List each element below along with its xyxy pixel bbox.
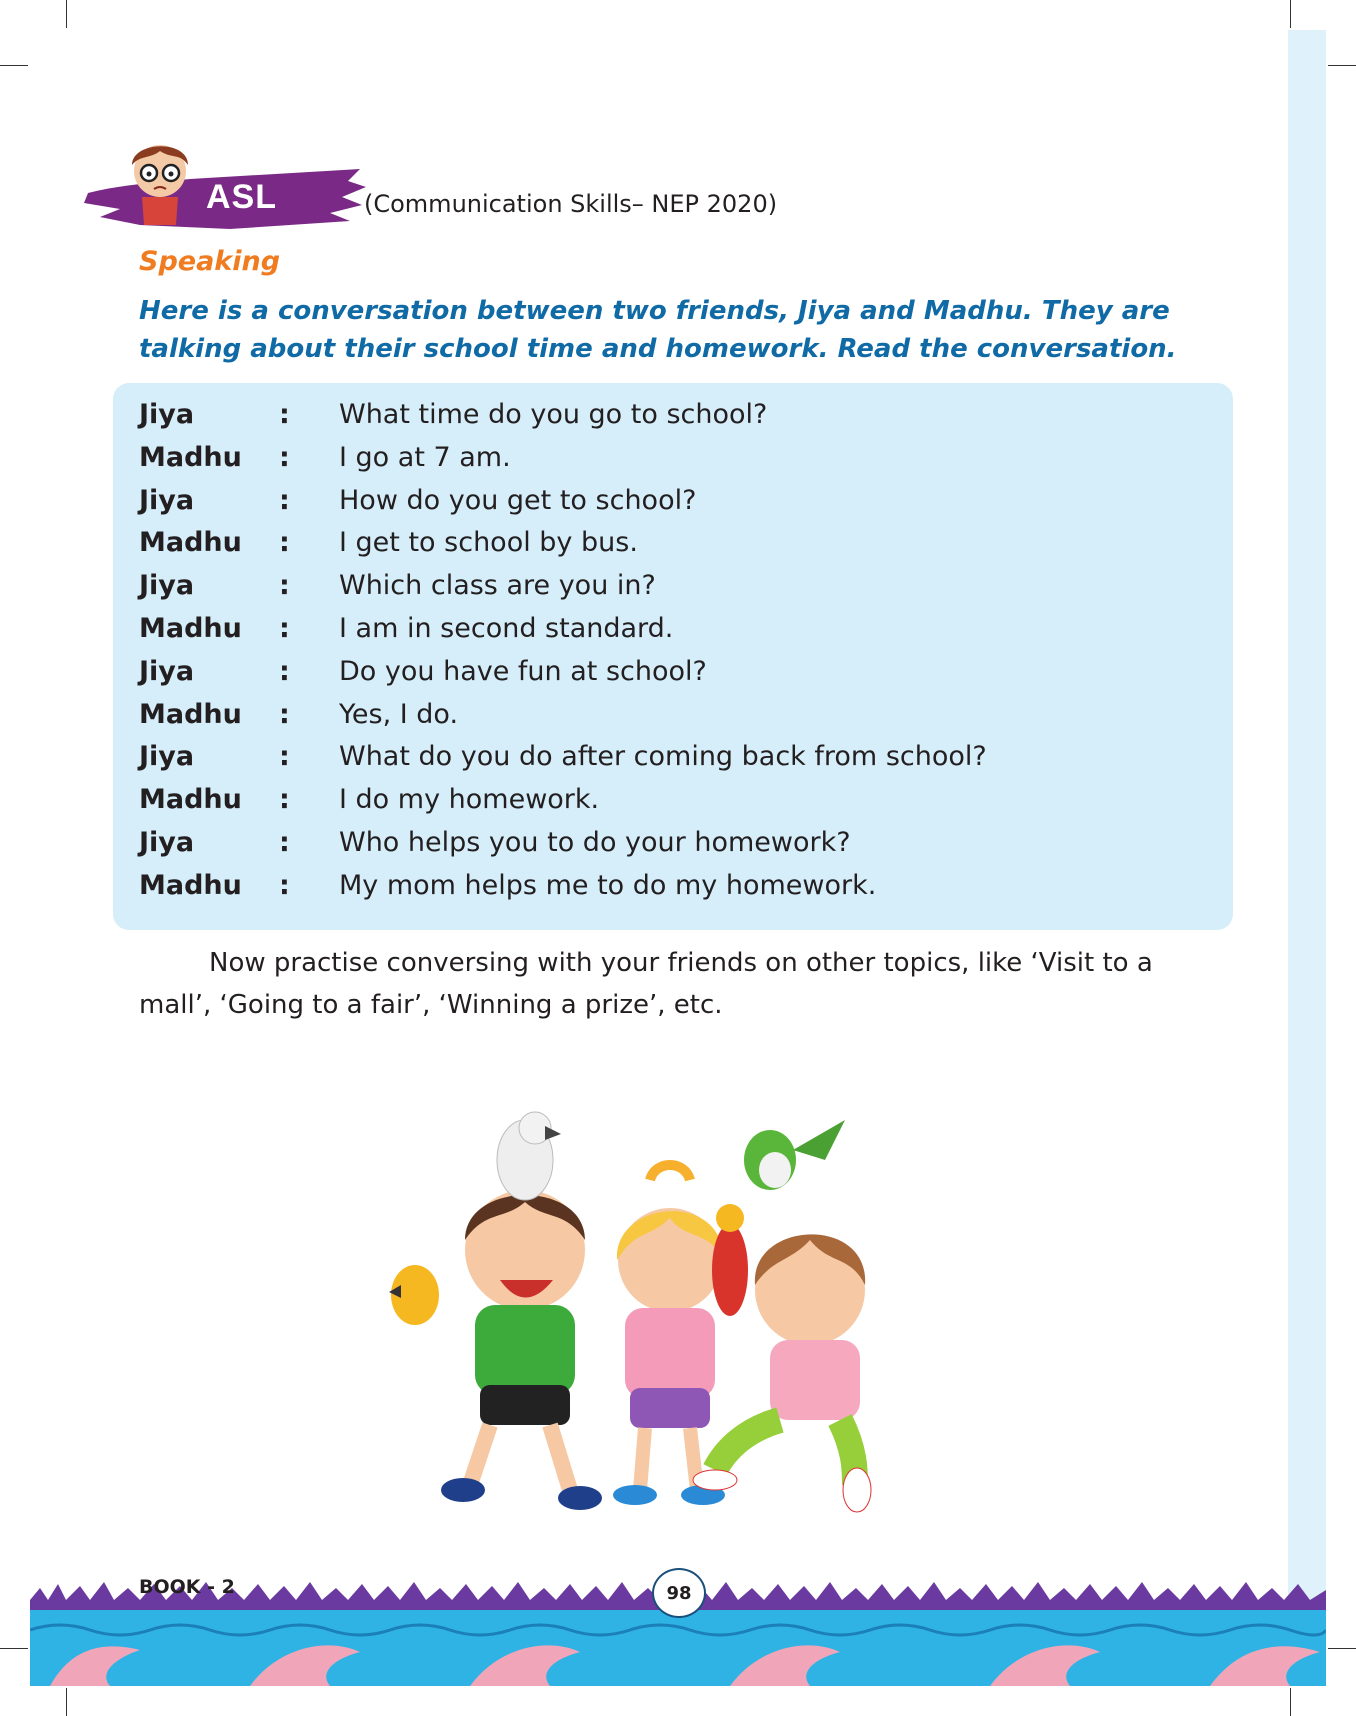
crop-mark xyxy=(0,1648,28,1649)
dialogue-row xyxy=(139,652,1219,695)
colon: : xyxy=(279,399,290,430)
crop-mark xyxy=(1290,1688,1291,1716)
dialogue-line: Do you have fun at school? xyxy=(339,655,707,687)
kids-with-parrots-illustration xyxy=(385,1090,985,1530)
colon: : xyxy=(279,484,290,516)
practice-paragraph: Now practise conversing with your friends on other topics, like ‘Visit to a mall’, ‘Going to a fair’, ‘Winning a prize’, etc. xyxy=(139,948,1153,1020)
colon: : xyxy=(279,612,290,644)
crop-mark xyxy=(66,1688,67,1716)
dialogue-row xyxy=(139,780,1219,823)
white-parrot-icon xyxy=(497,1112,561,1200)
dialogue-line: What do you do after coming back from school? xyxy=(339,741,987,773)
colon: : xyxy=(279,869,290,901)
asl-badge-label: ASL xyxy=(206,178,277,216)
dialogue-row xyxy=(139,481,1219,524)
speaker-name: Madhu xyxy=(139,612,242,644)
page-number-text: 98 xyxy=(666,1582,692,1604)
crop-mark xyxy=(1328,65,1356,66)
crop-mark xyxy=(1290,0,1291,28)
dialogue-line: How do you get to school? xyxy=(339,484,697,516)
speaker-name: Jiya xyxy=(139,655,195,687)
speaker-name: Madhu xyxy=(139,869,242,901)
speaker-name: Jiya xyxy=(139,484,195,516)
dialogue-row xyxy=(139,438,1219,481)
colon: : xyxy=(279,570,290,602)
book-label: BOOK - 2 xyxy=(139,1576,235,1598)
boy-figure xyxy=(441,1190,602,1510)
dialogue-line: I am in second standard. xyxy=(339,612,674,644)
crop-mark xyxy=(1328,1648,1356,1649)
dialogue-line: I go at 7 am. xyxy=(339,441,511,473)
crop-mark xyxy=(0,65,28,66)
dialogue-row xyxy=(139,823,1219,866)
dialogue-line: I do my homework. xyxy=(339,784,600,816)
yellow-parrot-icon xyxy=(389,1265,439,1325)
speaker-name: Madhu xyxy=(139,698,242,730)
crop-mark xyxy=(66,0,67,28)
colon: : xyxy=(279,826,290,858)
dialogue-row xyxy=(139,866,1219,909)
colon: : xyxy=(279,441,290,473)
speaker-name: Jiya xyxy=(139,826,195,858)
speaker-name: Jiya xyxy=(139,570,195,602)
dialogue-row xyxy=(139,737,1219,780)
dialogue-row xyxy=(139,695,1219,738)
speaker-name: Jiya xyxy=(139,399,195,430)
dialogue-box xyxy=(113,383,1233,930)
speaker-name: Jiya xyxy=(139,741,195,773)
dialogue-line: My mom helps me to do my homework. xyxy=(339,869,877,901)
colon: : xyxy=(279,655,290,687)
page-number xyxy=(652,1568,706,1618)
speaker-name: Madhu xyxy=(139,441,242,473)
dialogue-list xyxy=(139,395,1219,909)
colon: : xyxy=(279,527,290,559)
dialogue-row xyxy=(139,609,1219,652)
green-parrot-icon xyxy=(744,1120,845,1190)
page-edge-strip xyxy=(1288,30,1326,1680)
dialogue-line: Yes, I do. xyxy=(339,698,459,730)
dialogue-row xyxy=(139,395,1219,438)
colon: : xyxy=(279,698,290,730)
red-parrot-icon xyxy=(712,1204,748,1316)
dialogue-line: Who helps you to do your homework? xyxy=(339,826,851,858)
speaker-name: Madhu xyxy=(139,784,242,816)
colon: : xyxy=(279,741,290,773)
blonde-girl-figure xyxy=(613,1165,725,1505)
dialogue-line: What time do you go to school? xyxy=(339,399,768,430)
dialogue-row xyxy=(139,523,1219,566)
speaker-name: Madhu xyxy=(139,527,242,559)
section-title: Speaking xyxy=(139,246,281,277)
colon: : xyxy=(279,784,290,816)
dialogue-row xyxy=(139,566,1219,609)
section-subtitle: (Communication Skills– NEP 2020) xyxy=(364,190,778,218)
dialogue-line: I get to school by bus. xyxy=(339,527,638,559)
dialogue-line: Which class are you in? xyxy=(339,570,656,602)
instructions-text: Here is a conversation between two friends, Jiya and Madhu. They are talking about their school time and homework. Read the conversation. xyxy=(139,296,1177,364)
